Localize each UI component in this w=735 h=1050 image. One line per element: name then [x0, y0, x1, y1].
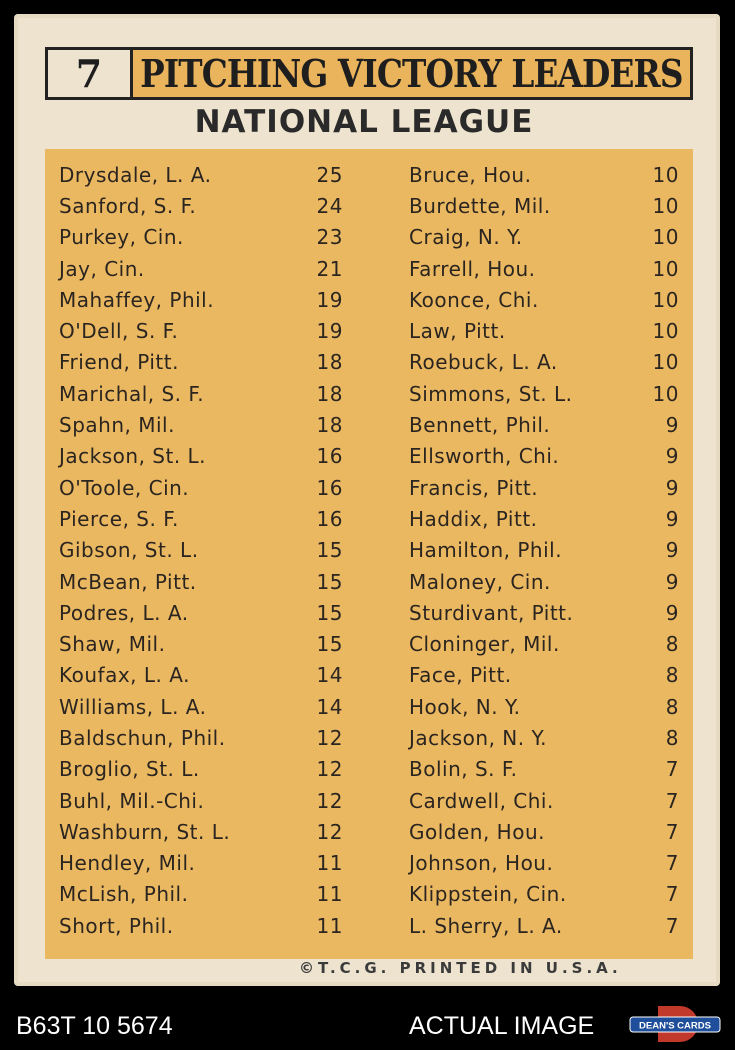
card-title-text: PITCHING VICTORY LEADERS: [140, 51, 683, 96]
leader-row: [59, 754, 349, 785]
logo-text: DEAN'S CARDS: [639, 1020, 711, 1032]
leader-row: [59, 315, 349, 346]
pitcher-name: Purkey, Cin.: [59, 225, 184, 250]
pitcher-name: Cardwell, Chi.: [409, 788, 554, 813]
pitcher-name: L. Sherry, L. A.: [409, 913, 563, 938]
leader-row: [59, 848, 349, 879]
victory-count: 8: [665, 632, 679, 657]
victory-count: 7: [665, 788, 679, 813]
leader-row: [409, 409, 679, 440]
victory-count: 7: [665, 757, 679, 782]
victory-count: 8: [665, 663, 679, 688]
victory-count: 9: [665, 475, 679, 500]
pitcher-name: Gibson, St. L.: [59, 538, 199, 563]
cert-id: B63T 10 5674: [16, 1012, 173, 1040]
victory-count: 10: [652, 162, 679, 187]
pitcher-name: Johnson, Hou.: [409, 851, 554, 876]
leader-row: [59, 159, 349, 190]
victory-count: 21: [316, 256, 343, 281]
leader-row: [409, 816, 679, 847]
pitcher-name: Haddix, Pitt.: [409, 506, 538, 531]
pitcher-name: Buhl, Mil.-Chi.: [59, 788, 205, 813]
leader-row: [409, 597, 679, 628]
leader-row: [409, 315, 679, 346]
pitcher-name: Williams, L. A.: [59, 694, 207, 719]
leader-row: [409, 879, 679, 910]
victory-count: 11: [316, 882, 343, 907]
pitcher-name: Jay, Cin.: [59, 256, 145, 281]
leader-row: [409, 628, 679, 659]
leader-row: [59, 284, 349, 315]
copyright-line: ©T.C.G. PRINTED IN U.S.A.: [299, 959, 622, 977]
victory-count: 19: [316, 287, 343, 312]
pitcher-name: Broglio, St. L.: [59, 757, 200, 782]
leader-row: [59, 253, 349, 284]
leader-row: [409, 159, 679, 190]
pitcher-name: Hendley, Mil.: [59, 851, 196, 876]
victory-count: 10: [652, 225, 679, 250]
leader-row: [409, 222, 679, 253]
victory-count: 18: [316, 413, 343, 438]
pitcher-name: McBean, Pitt.: [59, 569, 197, 594]
victory-count: 12: [316, 725, 343, 750]
victory-count: 25: [316, 162, 343, 187]
pitcher-name: Cloninger, Mil.: [409, 632, 560, 657]
pitcher-name: Bruce, Hou.: [409, 162, 532, 187]
pitcher-name: O'Toole, Cin.: [59, 475, 190, 500]
leader-row: [59, 660, 349, 691]
victory-count: 8: [665, 725, 679, 750]
leader-row: [59, 816, 349, 847]
pitcher-name: Pierce, S. F.: [59, 506, 179, 531]
pitcher-name: Shaw, Mil.: [59, 632, 166, 657]
pitcher-name: Sturdivant, Pitt.: [409, 600, 574, 625]
leader-row: [59, 535, 349, 566]
victory-count: 11: [316, 851, 343, 876]
pitcher-name: Friend, Pitt.: [59, 350, 179, 375]
pitcher-name: Jackson, St. L.: [59, 444, 207, 469]
pitcher-name: Jackson, N. Y.: [409, 725, 547, 750]
pitcher-name: Koonce, Chi.: [409, 287, 539, 312]
pitcher-name: Francis, Pitt.: [409, 475, 539, 500]
victory-count: 8: [665, 694, 679, 719]
victory-count: 24: [316, 193, 343, 218]
pitcher-name: Craig, N. Y.: [409, 225, 523, 250]
leader-row: [409, 284, 679, 315]
victory-count: 11: [316, 913, 343, 938]
leader-row: [59, 628, 349, 659]
victory-count: 7: [665, 851, 679, 876]
leader-row: [409, 472, 679, 503]
victory-count: 23: [316, 225, 343, 250]
leader-row: [409, 785, 679, 816]
leader-row: [59, 785, 349, 816]
leader-row: [409, 347, 679, 378]
leader-row: [59, 503, 349, 534]
leader-row: [409, 722, 679, 753]
victory-count: 15: [316, 569, 343, 594]
leader-row: [409, 441, 679, 472]
pitcher-name: Washburn, St. L.: [59, 819, 231, 844]
leader-row: [59, 472, 349, 503]
card-title: [133, 47, 693, 100]
victory-count: 10: [652, 287, 679, 312]
actual-image-label: ACTUAL IMAGE: [409, 1012, 595, 1040]
leader-row: [59, 910, 349, 941]
victory-count: 9: [665, 538, 679, 563]
card-number: 7: [45, 47, 133, 100]
leader-row: [59, 441, 349, 472]
victory-count: 19: [316, 319, 343, 344]
victory-count: 10: [652, 193, 679, 218]
victory-count: 7: [665, 913, 679, 938]
leader-row: [409, 378, 679, 409]
victory-count: 12: [316, 757, 343, 782]
leader-row: [409, 848, 679, 879]
victory-count: 10: [652, 350, 679, 375]
leader-row: [409, 253, 679, 284]
victory-count: 9: [665, 444, 679, 469]
pitcher-name: Maloney, Cin.: [409, 569, 551, 594]
victory-count: 9: [665, 600, 679, 625]
pitcher-name: Farrell, Hou.: [409, 256, 536, 281]
leader-row: [409, 190, 679, 221]
leader-row: [59, 879, 349, 910]
pitcher-name: Golden, Hou.: [409, 819, 545, 844]
victory-count: 10: [652, 381, 679, 406]
pitcher-name: Short, Phil.: [59, 913, 174, 938]
victory-count: 14: [316, 694, 343, 719]
leaders-panel: [45, 149, 693, 959]
deans-cards-logo: [628, 1004, 722, 1044]
victory-count: 15: [316, 632, 343, 657]
pitcher-name: Law, Pitt.: [409, 319, 506, 344]
leader-row: [59, 722, 349, 753]
leader-row: [59, 378, 349, 409]
leader-row: [59, 222, 349, 253]
pitcher-name: Bolin, S. F.: [409, 757, 518, 782]
victory-count: 7: [665, 819, 679, 844]
pitcher-name: Koufax, L. A.: [59, 663, 190, 688]
victory-count: 12: [316, 788, 343, 813]
leader-row: [409, 691, 679, 722]
victory-count: 9: [665, 413, 679, 438]
victory-count: 14: [316, 663, 343, 688]
pitcher-name: Sanford, S. F.: [59, 193, 197, 218]
victory-count: 16: [316, 444, 343, 469]
leader-row: [409, 566, 679, 597]
victory-count: 10: [652, 319, 679, 344]
pitcher-name: Marichal, S. F.: [59, 381, 205, 406]
victory-count: 10: [652, 256, 679, 281]
league-subtitle: NATIONAL LEAGUE: [194, 104, 534, 140]
leader-row: [409, 660, 679, 691]
leader-row: [59, 190, 349, 221]
pitcher-name: Podres, L. A.: [59, 600, 189, 625]
pitcher-name: Roebuck, L. A.: [409, 350, 558, 375]
leader-row: [59, 691, 349, 722]
leaders-left-column: [59, 159, 349, 941]
leader-row: [409, 535, 679, 566]
pitcher-name: Hamilton, Phil.: [409, 538, 563, 563]
pitcher-name: Baldschun, Phil.: [59, 725, 226, 750]
leaders-right-column: [409, 159, 679, 941]
pitcher-name: Bennett, Phil.: [409, 413, 551, 438]
pitcher-name: Klippstein, Cin.: [409, 882, 567, 907]
leader-row: [59, 347, 349, 378]
pitcher-name: McLish, Phil.: [59, 882, 189, 907]
pitcher-name: Ellsworth, Chi.: [409, 444, 560, 469]
victory-count: 18: [316, 381, 343, 406]
pitcher-name: Simmons, St. L.: [409, 381, 573, 406]
pitcher-name: Face, Pitt.: [409, 663, 512, 688]
leader-row: [59, 597, 349, 628]
victory-count: 16: [316, 475, 343, 500]
pitcher-name: Drysdale, L. A.: [59, 162, 212, 187]
victory-count: 15: [316, 538, 343, 563]
victory-count: 7: [665, 882, 679, 907]
victory-count: 9: [665, 569, 679, 594]
leader-row: [409, 910, 679, 941]
victory-count: 15: [316, 600, 343, 625]
leader-row: [409, 754, 679, 785]
victory-count: 12: [316, 819, 343, 844]
leader-row: [59, 409, 349, 440]
pitcher-name: Hook, N. Y.: [409, 694, 521, 719]
victory-count: 16: [316, 506, 343, 531]
leader-row: [59, 566, 349, 597]
pitcher-name: O'Dell, S. F.: [59, 319, 179, 344]
pitcher-name: Spahn, Mil.: [59, 413, 175, 438]
victory-count: 9: [665, 506, 679, 531]
trading-card-back: [14, 14, 720, 986]
pitcher-name: Burdette, Mil.: [409, 193, 551, 218]
victory-count: 18: [316, 350, 343, 375]
pitcher-name: Mahaffey, Phil.: [59, 287, 215, 312]
leader-row: [409, 503, 679, 534]
